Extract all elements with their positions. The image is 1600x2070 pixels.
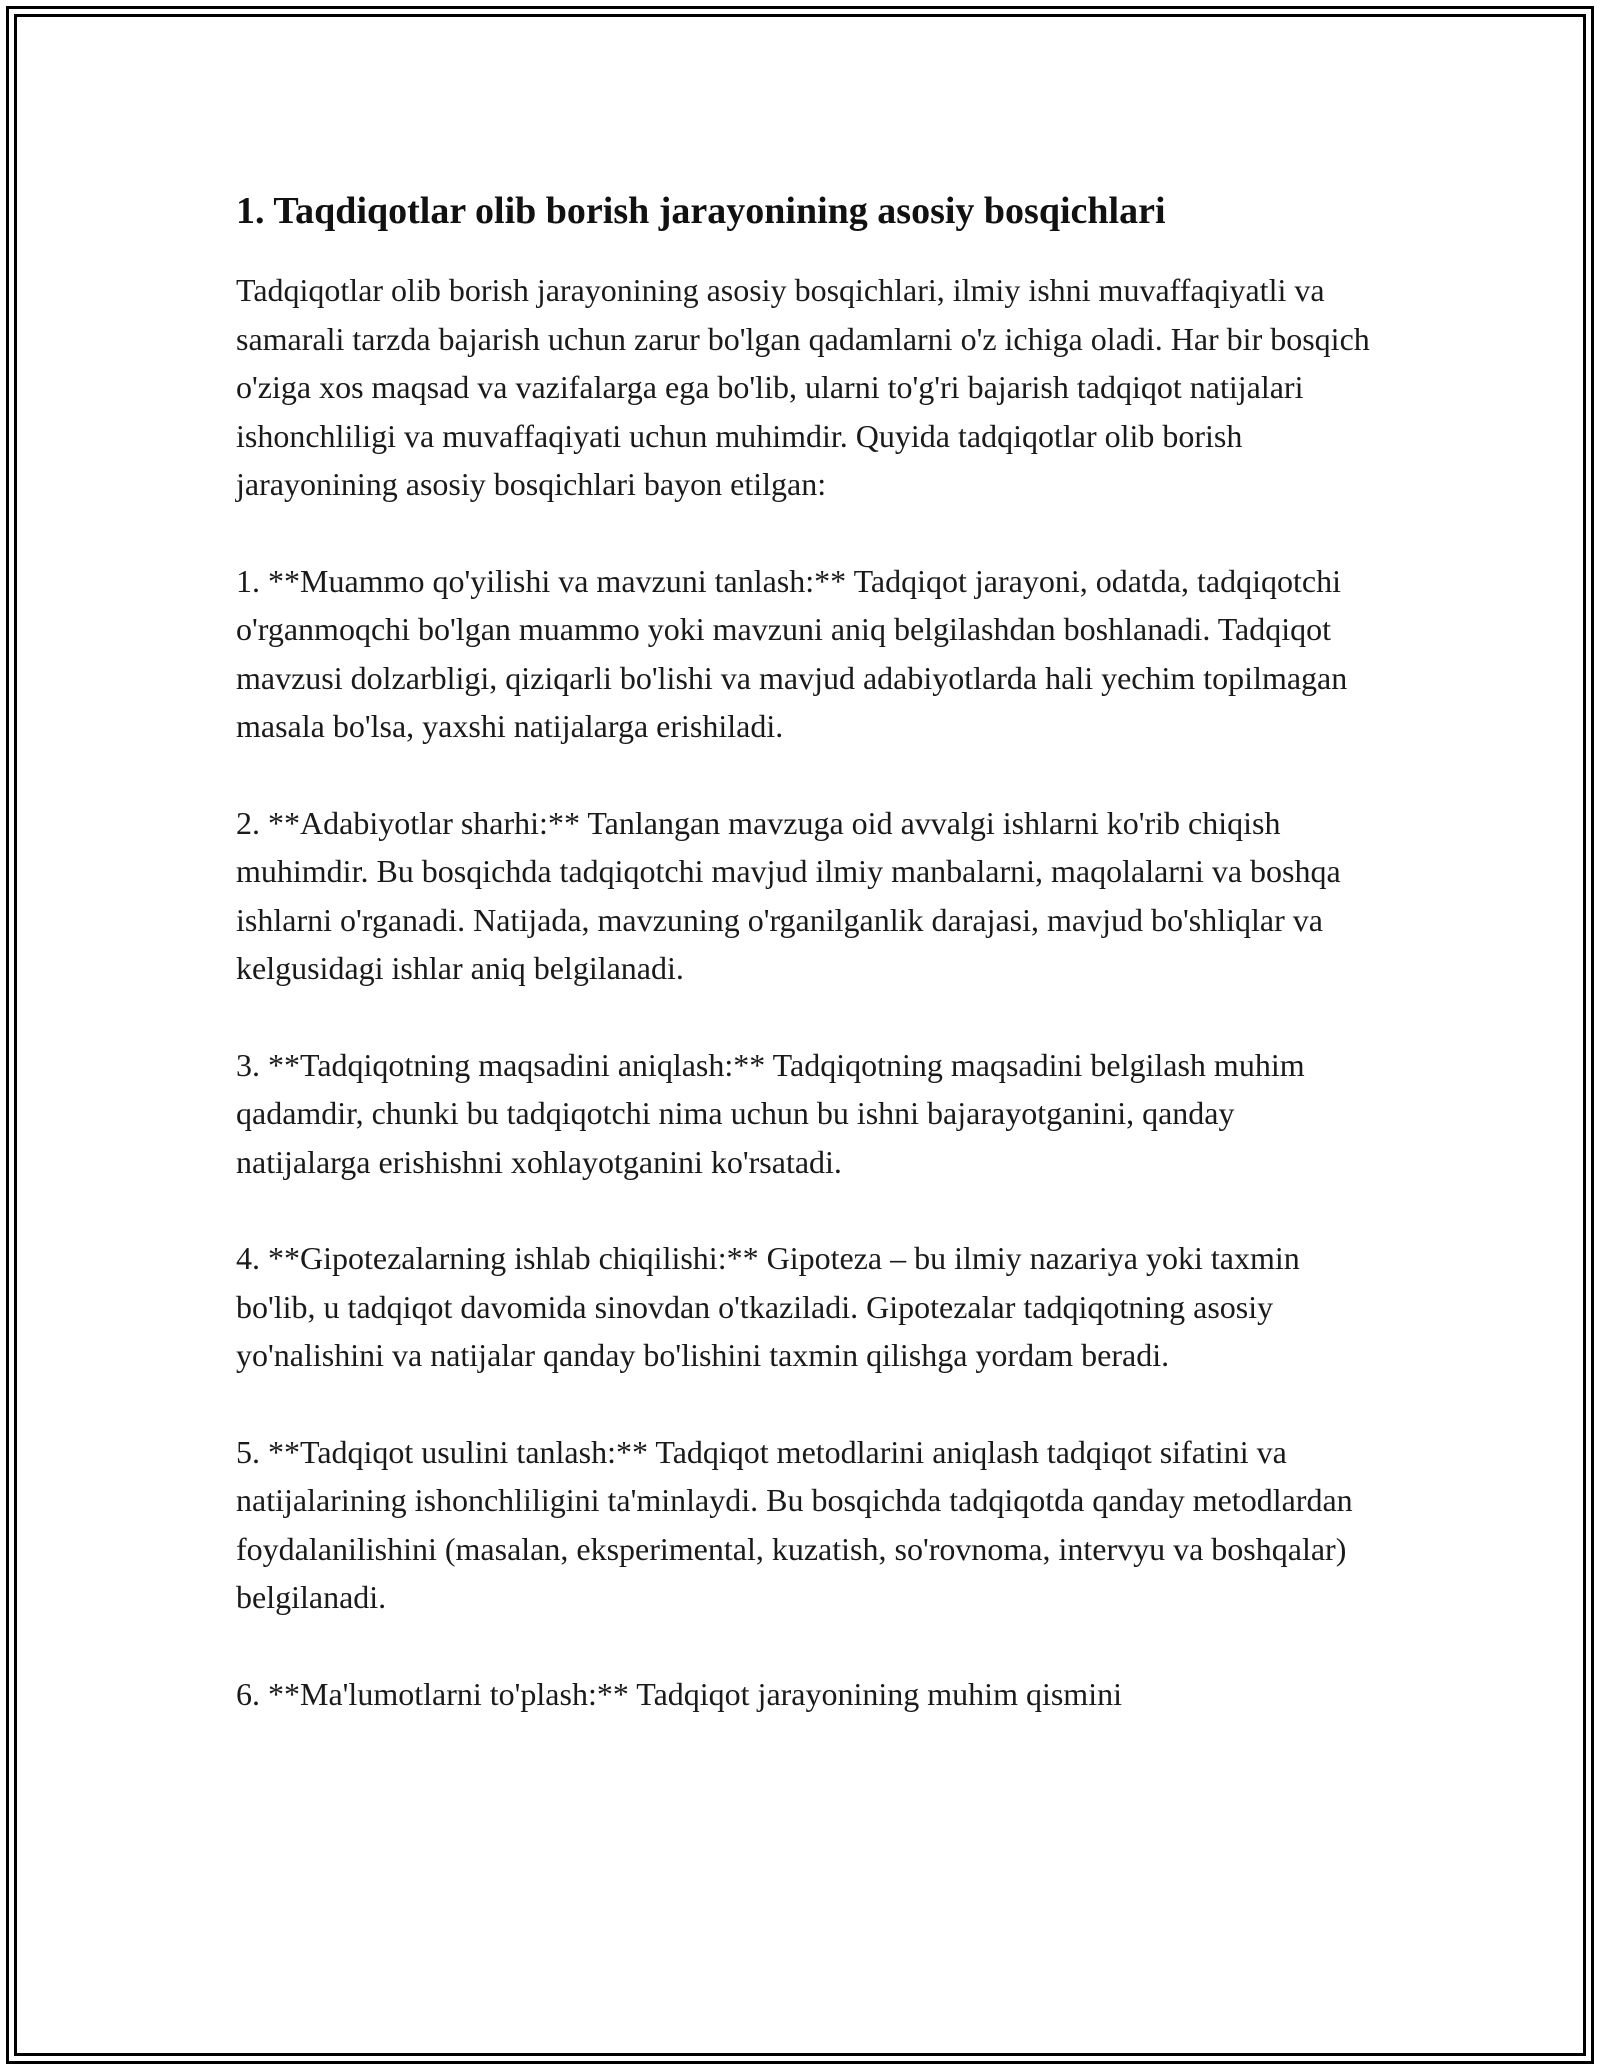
stage-1-paragraph: 1. **Muammo qo'yilishi va mavzuni tanlash:** Tadqiqot jarayoni, odatda, tadqiqotchi o'rganmoqchi bo'lgan muammo yoki mavzuni aniq belgilashdan boshlanadi. Tadqiqot mavzusi dolzarbligi, qiziqarli bo'lishi va mavjud adabiyotlarda hali yechim topilmagan masala bo'lsa, yaxshi natijalarga erishiladi. <box>236 562 1348 744</box>
intro-paragraph: Tadqiqotlar olib borish jarayonining asosiy bosqichlari, ilmiy ishni muvaffaqiyatli va samarali tarzda bajarish uchun zarur bo'lgan qadamlarni o'z ichiga oladi. Har bir bosqich o'ziga xos maqsad va vazifalarga ega bo'lib, ularni to'g'ri bajarish tadqiqot natijalari ishonchliligi va muvaffaqiyati uchun muhimdir. Quyida tadqiqotlar olib borish jarayonining asosiy bosqichlari bayon etilgan: <box>236 272 1370 502</box>
stage-4-paragraph: 4. **Gipotezalarning ishlab chiqilishi:** Gipoteza – bu ilmiy nazariya yoki taxmin bo'lib, u tadqiqot davomida sinovdan o'tkaziladi. Gipotezalar tadqiqotning asosiy yo'nalishini va natijalar qanday bo'lishini taxmin qilishga yordam beradi. <box>236 1240 1300 1373</box>
document-title: 1. Taqdiqotlar olib borish jarayonining asosiy bosqichlari <box>236 190 1166 232</box>
stage-5-paragraph: 5. **Tadqiqot usulini tanlash:** Tadqiqot metodlarini aniqlash tadqiqot sifatini va natijalarining ishonchliligini ta'minlaydi. Bu bosqichda tadqiqotda qanday metodlardan foydalanilishini (masalan, eksperimental, kuzatish, so'rovnoma, intervyu va boshqalar) belgilanadi. <box>236 1433 1353 1615</box>
stage-2-paragraph: 2. **Adabiyotlar sharhi:** Tanlangan mavzuga oid avvalgi ishlarni ko'rib chiqish muhimdir. Bu bosqichda tadqiqotchi mavjud ilmiy manbalarni, maqolalarni va boshqa ishlarni o'rganadi. Natijada, mavzuning o'rganilganlik darajasi, mavjud bo'shliqlar va kelgusidagi ishlar aniq belgilanadi. <box>236 804 1341 986</box>
stage-6-paragraph: 6. **Ma'lumotlarni to'plash:** Tadqiqot jarayonining muhim qismini <box>236 1675 1122 1712</box>
document-page <box>236 182 1376 1766</box>
stage-3-paragraph: 3. **Tadqiqotning maqsadini aniqlash:** Tadqiqotning maqsadini belgilash muhim qadamdir, chunki bu tadqiqotchi nima uchun bu ishni bajarayotganini, qanday natijalarga erishishni xohlayotganini ko'rsatadi. <box>236 1046 1305 1180</box>
